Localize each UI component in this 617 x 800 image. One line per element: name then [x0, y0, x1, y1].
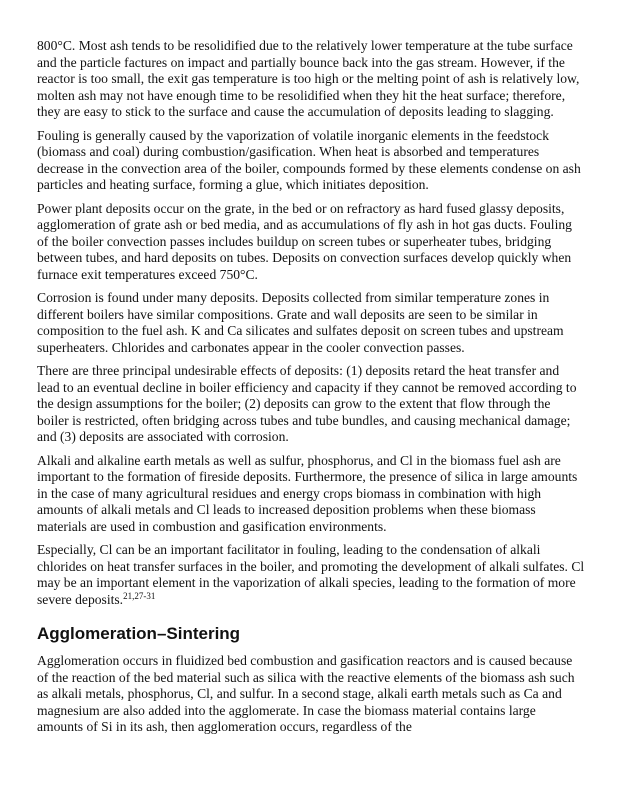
citation-reference: 21,27-31 [123, 590, 156, 601]
paragraph-power-plant-deposits: Power plant deposits occur on the grate, in the bed or on refractory as hard fused glassy deposits, agglomeration of grate ash or bed media, and as accumulations of fly ash in hot gas ducts. Fouling of the boiler convection passes includes buildup on screen tubes or superheater tubes, bridging between tubes, and hard deposits on tubes. Deposits on convection surfaces develop quickly when furnace exit temperatures exceed 750°C. [37, 200, 572, 282]
paragraph-corrosion: Corrosion is found under many deposits. Deposits collected from similar temperature zones in different boilers have similar compositions. Grate and wall deposits are seen to be similar in composition to the fuel ash. K and Ca silicates and sulfates deposit on screen tubes and upstream superheaters. Chlorides and carbonates appear in the cooler convection passes. [37, 290, 564, 355]
paragraph-alkali-metals: Alkali and alkaline earth metals as well as sulfur, phosphorus, and Cl in the biomass fuel ash are important to the formation of fireside deposits. Furthermore, the presence of silica in large amounts in the case of many agricultural residues and energy crops biomass in combination with high amounts of alkali metals and Cl leads to increased deposition problems when these biomass materials are used in combustion and gasification environments. [37, 452, 578, 534]
paragraph-deposit-effects: There are three principal undesirable effects of deposits: (1) deposits retard the heat transfer and lead to an eventual decline in boiler efficiency and capacity if they cannot be removed according to the design assumptions for the boiler; (2) deposits can grow to the extent that flow through the boiler is restricted, often bridging across tubes and tube bundles, and causing mechanical damage; and (3) deposits are associated with corrosion. [37, 363, 577, 444]
document-page [37, 38, 585, 743]
paragraph-slagging: 800°C. Most ash tends to be resolidified due to the relatively lower temperature at the tube surface and the particle factures on impact and partially bounce back into the gas stream. However, if the reactor is too small, the exit gas temperature is too high or the melting point of ash is relatively low, molten ash may not have enough time to be resolidified when they hit the heat surface; therefore, they are easy to stick to the surface and cause the accumulation of deposits leading to slagging. [37, 38, 580, 119]
paragraph-chlorine-text: Especially, Cl can be an important facilitator in fouling, leading to the condensation of alkali chlorides on heat transfer surfaces in the boiler, and promoting the development of alkali sulfates. Cl may be an important element in the vaporization of alkali species, leading to the formation of more severe deposits. [37, 542, 585, 607]
section-heading: Agglomeration–Sintering [37, 624, 241, 643]
paragraph-chlorine [37, 542, 585, 608]
paragraph-agglomeration: Agglomeration occurs in fluidized bed combustion and gasification reactors and is caused because of the reaction of the bed material such as silica with the reactive elements of the biomass ash such as alkali metals, phosphorus, Cl, and sulfur. In a second stage, alkali earth metals such as Ca and magnesium are also added into the agglomerate. In case the biomass material contains large amounts of Si in its ash, then agglomeration occurs, regardless of the [37, 653, 575, 734]
paragraph-fouling: Fouling is generally caused by the vaporization of volatile inorganic elements in the feedstock (biomass and coal) during combustion/gasification. When heat is absorbed and temperatures decrease in the convection area of the boiler, compounds formed by these elements condense on ash particles and heating surface, forming a glue, which initiates deposition. [37, 127, 581, 192]
